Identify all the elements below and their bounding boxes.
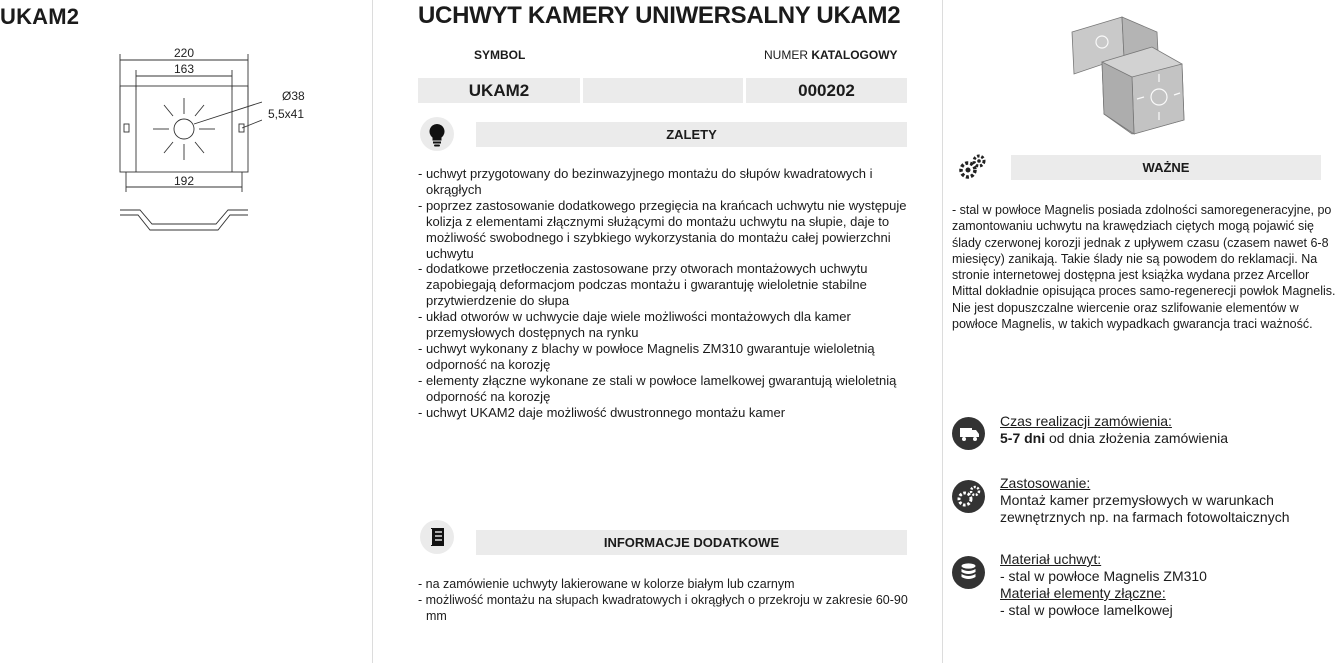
material-label-1: Materiał uchwyt:: [1000, 551, 1102, 567]
list-item: - na zamówienie uchwyty lakierowane w kolorze białym lub czarnym: [418, 577, 795, 591]
material-value-2: - stal w powłoce lamelkowej: [1000, 602, 1173, 618]
list-item: - dodatkowe przetłoczenia zastosowane przy otworach montażowych uchwytu zapobiegają deformacjom podczas montażu i gwarantuję wieloletnie stabilne przytwierdzenie do słupa: [418, 261, 868, 309]
dim-slot: 5,5x41: [268, 107, 305, 121]
database-icon: [952, 556, 985, 589]
usage-line-1: Montaż kamer przemysłowych w warunkach: [1000, 492, 1274, 508]
list-item: - uchwyt wykonany z blachy w powłoce Magnelis ZM310 gwarantuje wieloletnią odporność na korozję: [418, 340, 875, 372]
technical-drawing: [112, 40, 262, 240]
dim-top: 220: [173, 46, 195, 60]
additional-info-header: INFORMACJE DODATKOWE: [476, 530, 907, 555]
dim-bottom: 192: [173, 174, 195, 188]
material-value-1: - stal w powłoce Magnelis ZM310: [1000, 568, 1207, 584]
advantages-header: ZALETY: [476, 122, 907, 147]
list-item: - uchwyt UKAM2 daje możliwość dwustronnego montażu kamer: [418, 404, 786, 420]
dim-diameter: Ø38: [282, 89, 305, 103]
catalog-label: [764, 48, 898, 62]
catalog-label-prefix: NUMER: [764, 48, 808, 62]
list-item: - uchwyt przygotowany do bezinwazyjnego montażu do słupów kwadratowych i okrągłych: [418, 166, 873, 197]
list-item: - elementy złączne wykonane ze stali w powłoce lamelkowej gwarantują wieloletnią odporność na korozję: [418, 372, 897, 404]
usage-line-2: zewnętrznych np. na farmach fotowoltaicznych: [1000, 509, 1290, 525]
gears-icon: [952, 480, 985, 513]
list-item: - układ otworów w uchwycie daje wiele możliwości montażowych dla kamer przemysłowych dostępnych na rynku: [418, 309, 851, 341]
product-code: UKAM2: [0, 4, 80, 29]
important-text: - stal w powłoce Magnelis posiada zdolności samoregeneracyjne, po zamontowaniu uchwytu na krawędziach ciętych mogą pojawić się ślady czerwonej korozji jednak z upływem czasu (czasem nawet 6-8 miesięcy) zanikają. Takie ślady nie są powodem do reklamacji. Na stronie internetowej dostępna jest książka wydana przez Arcellor Mittal dokładnie opisująca proces samo-regenerecji powłok Magnelis. Nie jest dopuszczalne wiercenie oraz szlifowanie elementów w powłoce Magnelis, w takich wypadkach gwarancja traci ważność.: [952, 203, 1336, 332]
usage-label: Zastosowanie:: [1000, 475, 1091, 491]
list-item: - poprzez zastosowanie dodatkowego przegięcia na krańcach uchwytu nie występuje kolizja z elementami złącznymi służącymi do montażu uchwytu na słupie, daje to możliwość swobodnego i szybkiego wykorzystania do montażu całej powierzchni uchwytu: [418, 197, 907, 261]
lightbulb-icon: [420, 117, 454, 151]
gears-icon: [955, 150, 989, 184]
delivery-value-rest: od dnia złożenia zamówienia: [1045, 430, 1229, 446]
advantages-list: [418, 166, 918, 421]
delivery-value-bold: 5-7 dni: [1000, 430, 1046, 446]
page-title: UCHWYT KAMERY UNIWERSALNY UKAM2: [418, 2, 901, 29]
symbol-label: SYMBOL: [474, 48, 526, 62]
catalog-number-value: 000202: [746, 78, 907, 103]
delivery-label: Czas realizacji zamówienia:: [1000, 413, 1172, 429]
list-item: - możliwość montażu na słupach kwadratowych i okrągłych o przekroju w zakresie 60-90 mm: [418, 593, 908, 623]
column-divider-left: [372, 0, 373, 663]
product-photo: [1062, 2, 1192, 137]
delivery-value: [1000, 430, 1228, 447]
drawing-callouts: [262, 88, 312, 124]
catalog-label-bold: KATALOGOWY: [811, 48, 898, 62]
important-header: WAŻNE: [1011, 155, 1321, 180]
book-icon: [420, 520, 454, 554]
dim-inner: 163: [173, 62, 195, 76]
column-divider-right: [942, 0, 943, 663]
material-label-2: Materiał elementy złączne:: [1000, 585, 1166, 601]
empty-cell: [583, 78, 743, 103]
symbol-value: UKAM2: [418, 78, 580, 103]
truck-icon: [952, 417, 985, 450]
additional-info-list: [418, 576, 918, 624]
